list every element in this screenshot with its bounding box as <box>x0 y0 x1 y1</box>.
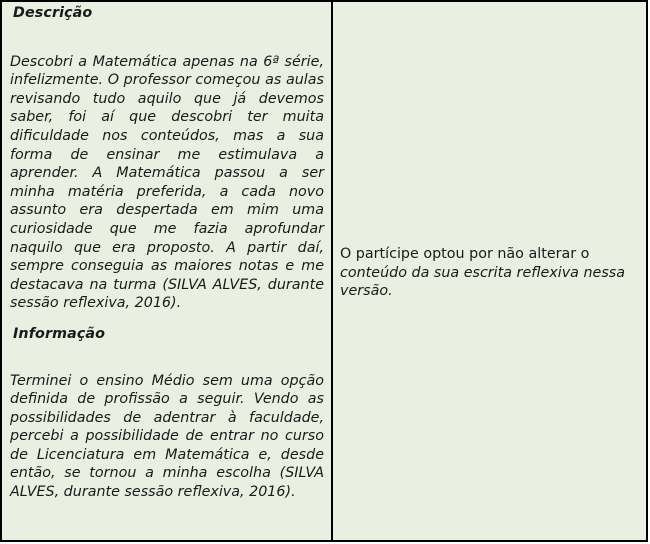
left-column-cell <box>2 2 333 540</box>
participant-note-upright: O partícipe optou por não alterar o <box>340 246 590 262</box>
description-heading: Descrição <box>13 5 93 21</box>
information-heading: Informação <box>13 325 106 342</box>
information-paragraph: Terminei o ensino Médio sem uma opção definida de profissão a seguir. Vendo as possibilidades de adentrar à faculdade, percebi a possibilidade de entrar no curso de Licenciatura em Matemática e, desde então, se tornou a minha escolha (SILVA ALVES, durante sessão reflexiva, 2016). <box>10 372 324 501</box>
right-column-cell <box>333 2 646 540</box>
participant-note-italic: conteúdo da sua escrita reflexiva nessa versão. <box>340 264 625 300</box>
description-paragraph: Descobri a Matemática apenas na 6ª série, infelizmente. O professor começou as aulas revisando tudo aquilo que já devemos saber, foi aí que descobri ter muita dificuldade nos conteúdos, mas a sua forma de ensinar me estimulava a aprender. A Matemática passou a ser minha matéria preferida, a cada novo assunto era despertada em mim uma curiosidade que me fazia aprofundar naquilo que era proposto. A partir daí, sempre conseguia as maiores notas e me destacava na turma (SILVA ALVES, durante sessão reflexiva, 2016). <box>10 53 324 312</box>
participant-note <box>340 245 634 301</box>
